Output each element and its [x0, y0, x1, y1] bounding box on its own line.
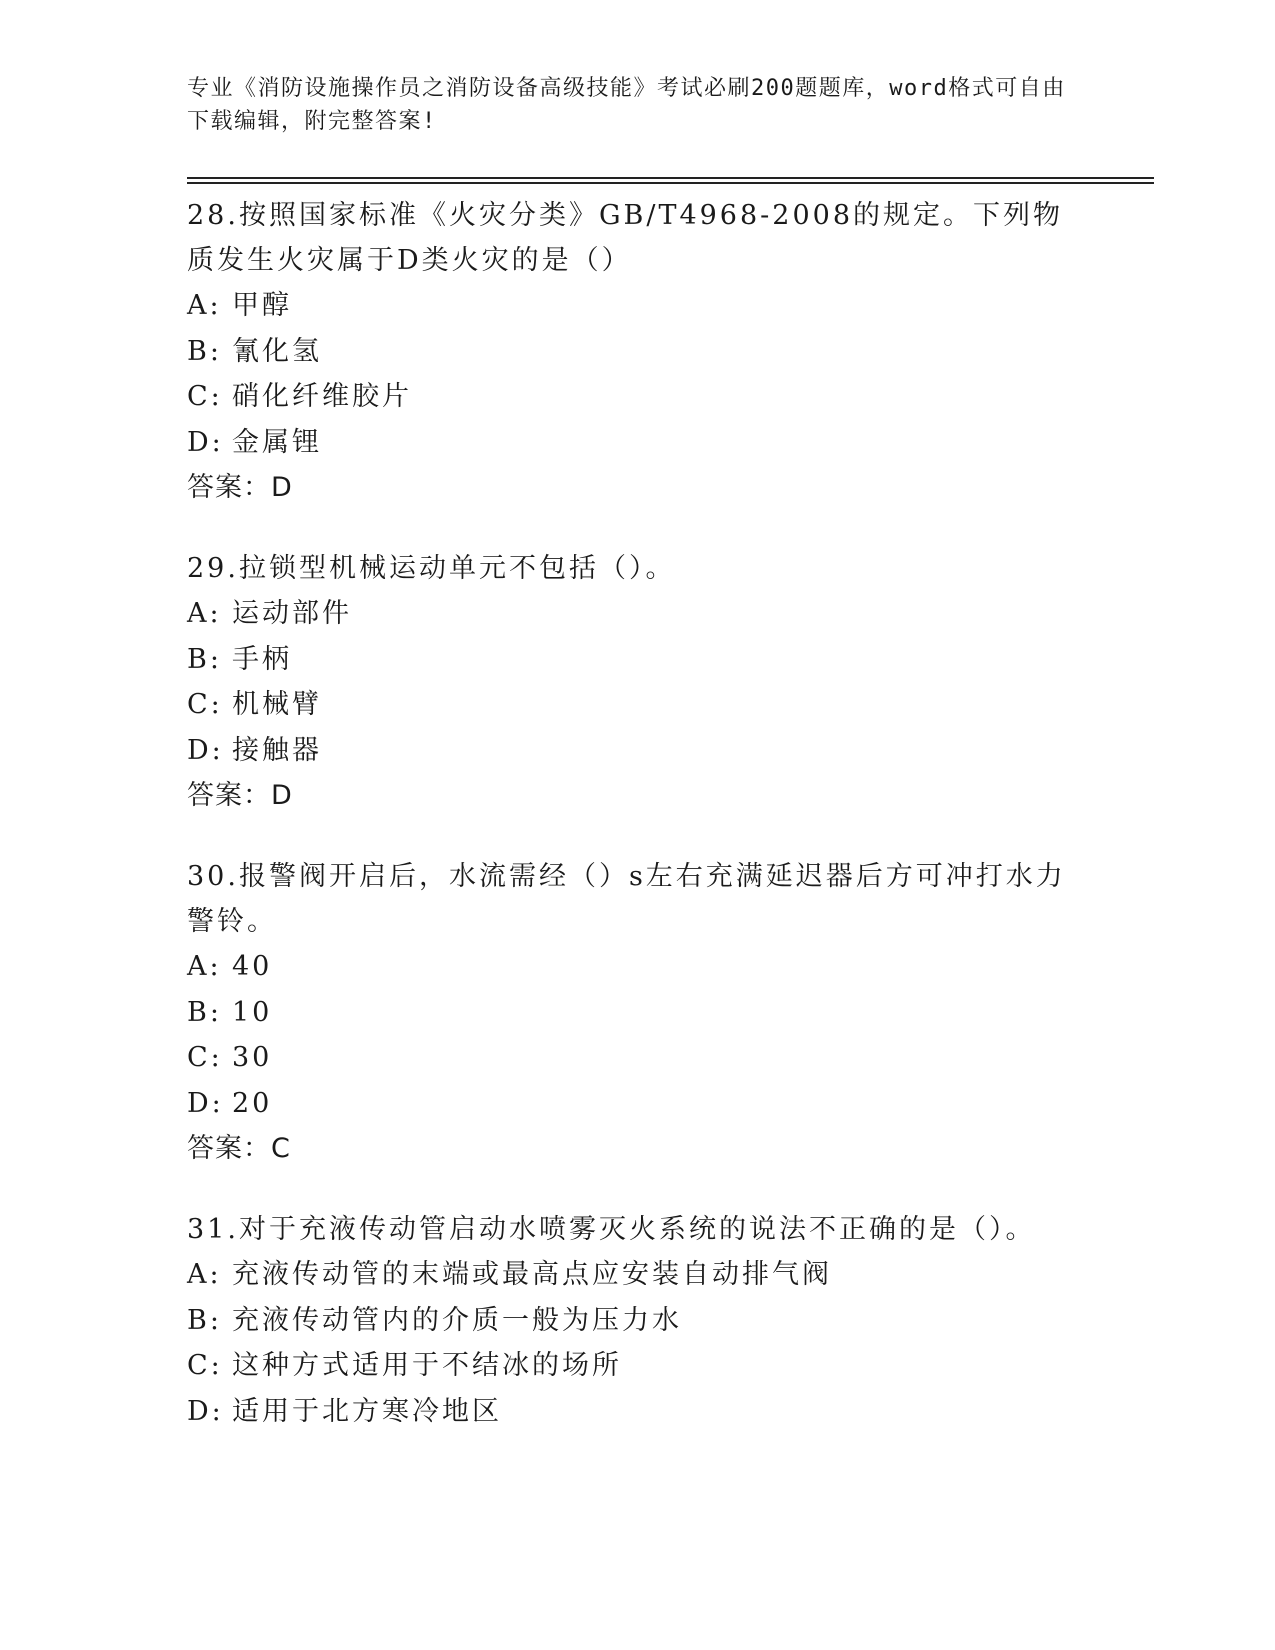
- option-letter: B:: [187, 335, 222, 367]
- option-b: [187, 1298, 1067, 1344]
- option-a: [187, 1252, 1067, 1298]
- option-d: [187, 1389, 1067, 1435]
- option-letter: D:: [187, 734, 224, 766]
- option-text: 运动部件: [232, 598, 352, 629]
- option-text: 手柄: [232, 643, 292, 675]
- option-letter: A:: [187, 951, 222, 982]
- option-letter: B:: [187, 1304, 222, 1336]
- question-28: [187, 193, 1067, 510]
- option-c: [187, 1343, 1067, 1389]
- option-text: 接触器: [232, 734, 322, 766]
- option-text: 氰化氢: [232, 335, 322, 367]
- document-header: 专业《消防设施操作员之消防设备高级技能》考试必刷200题题库，word格式可自由下载编辑，附完整答案!: [187, 76, 1066, 134]
- option-d: [187, 1081, 1067, 1127]
- question-29: [187, 546, 1067, 818]
- option-letter: B:: [187, 643, 222, 675]
- question-stem: 31.对于充液传动管启动水喷雾灭火系统的说法不正确的是（）。: [187, 1214, 1036, 1245]
- header-divider-bottom: [187, 182, 1154, 184]
- answer: 答案：C: [187, 1133, 291, 1164]
- option-text: 充液传动管的末端或最高点应安装自动排气阀: [232, 1259, 832, 1290]
- option-letter: B:: [187, 996, 222, 1028]
- option-text: 充液传动管内的介质一般为压力水: [232, 1304, 682, 1336]
- option-c: [187, 374, 1067, 420]
- option-text: 10: [232, 996, 273, 1028]
- question-31: [187, 1207, 1067, 1434]
- option-b: [187, 637, 1067, 683]
- option-c: [187, 1035, 1067, 1081]
- option-letter: D:: [187, 1087, 224, 1119]
- option-a: [187, 591, 1067, 637]
- question-list: [187, 193, 1067, 1470]
- option-letter: D:: [187, 426, 224, 458]
- question-stem: 29.拉锁型机械运动单元不包括（）。: [187, 553, 676, 584]
- option-letter: C:: [187, 689, 223, 720]
- option-d: [187, 728, 1067, 774]
- option-text: 金属锂: [232, 426, 322, 458]
- option-letter: C:: [187, 1042, 223, 1073]
- option-text: 这种方式适用于不结冰的场所: [232, 1350, 622, 1381]
- option-letter: C:: [187, 1350, 223, 1381]
- option-text: 甲醇: [232, 290, 292, 321]
- question-stem: 28.按照国家标准《火灾分类》GB/T4968-2008的规定。下列物质发生火灾属于D类火灾的是（）: [187, 200, 1064, 276]
- option-text: 30: [232, 1042, 273, 1073]
- option-text: 适用于北方寒冷地区: [232, 1395, 502, 1427]
- question-30: [187, 854, 1067, 1171]
- option-b: [187, 990, 1067, 1036]
- question-stem: 30.报警阀开启后，水流需经（）s左右充满延迟器后方可冲打水力警铃。: [187, 861, 1066, 937]
- option-a: [187, 283, 1067, 329]
- option-letter: A:: [187, 598, 222, 629]
- option-c: [187, 682, 1067, 728]
- option-d: [187, 420, 1067, 466]
- option-text: 硝化纤维胶片: [232, 381, 412, 412]
- answer: 答案：D: [187, 780, 293, 811]
- header-divider-top: [187, 177, 1154, 179]
- option-text: 40: [232, 951, 273, 982]
- option-letter: D:: [187, 1395, 224, 1427]
- option-text: 机械臂: [232, 689, 322, 720]
- option-letter: C:: [187, 381, 223, 412]
- option-text: 20: [232, 1087, 273, 1119]
- option-letter: A:: [187, 1259, 222, 1290]
- answer: 答案：D: [187, 472, 293, 503]
- option-letter: A:: [187, 290, 222, 321]
- option-a: [187, 944, 1067, 990]
- option-b: [187, 329, 1067, 375]
